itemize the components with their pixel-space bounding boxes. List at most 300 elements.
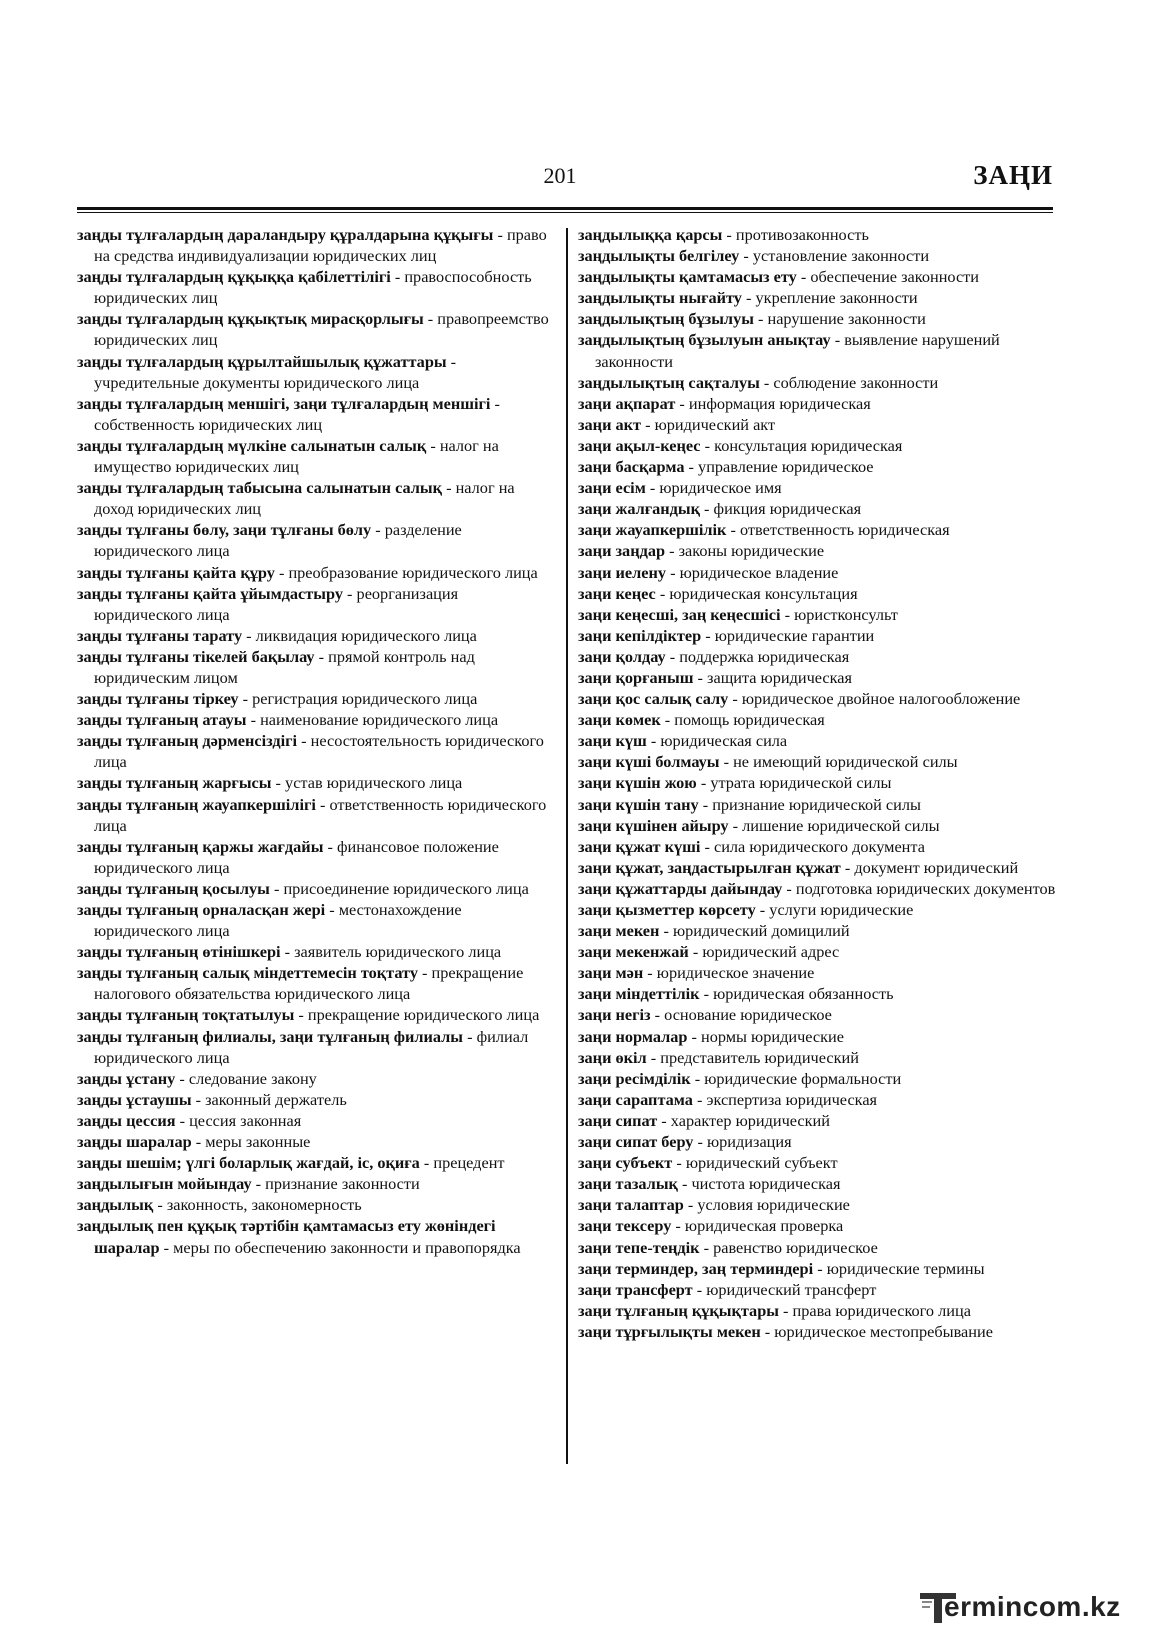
- entry-separator: -: [696, 773, 711, 793]
- dictionary-entry: [77, 1194, 555, 1215]
- entry-separator: -: [690, 1068, 705, 1088]
- entry-translation: налог на имущество юридических лиц: [94, 435, 499, 477]
- entry-term: заңи қос салық салу: [578, 689, 729, 709]
- dictionary-entry: [77, 1173, 555, 1194]
- entry-translation: следование закону: [188, 1068, 317, 1088]
- entry-term: заңды тұлғаны қайта ұйымдастыру: [77, 583, 343, 603]
- dictionary-entry: [77, 477, 555, 519]
- entry-translation: прямой контроль над юридическим лицом: [94, 646, 475, 687]
- entry-separator: -: [778, 1300, 793, 1320]
- dictionary-entry: [578, 1173, 1056, 1194]
- dictionary-entry: [578, 1047, 1056, 1068]
- entry-separator: -: [315, 794, 330, 814]
- entry-term: заңи нормалар: [578, 1026, 688, 1046]
- entry-term: заңды тұлғаның салық міндеттемесін тоқтату: [77, 963, 418, 983]
- entry-translation: юридическое местопребывание: [774, 1321, 993, 1341]
- entry-term: заңдылықты қамтамасыз ету: [578, 267, 797, 287]
- dictionary-entry: [578, 393, 1056, 414]
- entry-translation: нарушение законности: [767, 309, 926, 329]
- entry-separator: -: [677, 1174, 692, 1194]
- entry-term: заңи есім: [578, 478, 646, 498]
- entry-translation: подготовка юридических документов: [795, 878, 1056, 898]
- entry-translation: обеспечение законности: [810, 267, 980, 287]
- dictionary-entry: [77, 941, 555, 962]
- entry-term: заңи өкіл: [578, 1047, 647, 1067]
- entry-translation: наименование юридического лица: [260, 710, 499, 730]
- entry-separator: -: [297, 731, 311, 751]
- dictionary-entry: [77, 794, 555, 836]
- entry-separator: -: [423, 309, 438, 329]
- entry-term: заңи мән: [578, 963, 644, 983]
- dictionary-entry: [578, 772, 1056, 793]
- dictionary-entry: [578, 983, 1056, 1004]
- entry-translation: чистота юридическая: [691, 1174, 841, 1194]
- dictionary-entry: [578, 667, 1056, 688]
- entry-translation: основание юридическое: [664, 1005, 832, 1025]
- entry-translation: услуги юридические: [769, 900, 914, 919]
- entry-translation: поддержка юридическая: [679, 646, 850, 666]
- dictionary-entry: [578, 1279, 1056, 1300]
- dictionary-entry: [77, 519, 555, 561]
- entry-term: заңдылыққа қарсы: [578, 225, 723, 244]
- entry-term: заңи акт: [578, 414, 642, 434]
- entry-separator: -: [371, 520, 385, 540]
- entry-term: заңи жауапкершілік: [578, 520, 727, 540]
- entry-separator: -: [643, 963, 657, 983]
- entry-translation: меры по обеспечению законности и правопорядка: [173, 1237, 521, 1257]
- entry-translation: юридический домицилий: [672, 921, 850, 941]
- entry-separator: -: [490, 393, 500, 413]
- entry-separator: -: [666, 562, 680, 582]
- entry-separator: -: [665, 646, 680, 666]
- entry-translation: противозаконность: [735, 225, 869, 244]
- entry-translation: юридическое имя: [659, 478, 782, 498]
- entry-separator: -: [325, 900, 339, 919]
- entry-separator: -: [665, 541, 679, 561]
- entry-separator: -: [242, 625, 256, 645]
- entry-translation: заявитель юридического лица: [294, 942, 502, 962]
- dictionary-entry: [578, 456, 1056, 477]
- entry-translation: учредительные документы юридического лица: [94, 372, 420, 392]
- entry-term: заңи негіз: [578, 1005, 651, 1025]
- entry-term: заңи сипат беру: [578, 1132, 694, 1152]
- entry-separator: -: [760, 1321, 775, 1341]
- entry-separator: -: [699, 499, 714, 519]
- entry-separator: -: [683, 1195, 698, 1215]
- dictionary-entry: [578, 646, 1056, 667]
- entry-separator: -: [692, 1279, 707, 1299]
- entry-term: заңи сипат: [578, 1110, 658, 1130]
- dictionary-entry: [77, 1026, 555, 1068]
- entry-separator: -: [175, 1068, 189, 1088]
- entry-term: заңдылық пен құқық тәртібін қамтамасыз ету жөніндегі шаралар: [77, 1216, 496, 1257]
- entry-separator: -: [280, 942, 295, 962]
- entry-translation: нормы юридические: [701, 1026, 844, 1046]
- entry-separator: -: [269, 878, 284, 898]
- header-rule-thin: [77, 212, 1053, 213]
- entry-translation: соблюдение законности: [773, 372, 939, 392]
- entry-term: заңи субъект: [578, 1153, 673, 1173]
- entry-separator: -: [739, 246, 753, 266]
- entry-separator: -: [246, 710, 261, 730]
- dictionary-entry: [77, 688, 555, 709]
- dictionary-entry: [578, 414, 1056, 435]
- running-head: ЗАҢИ: [973, 160, 1053, 190]
- dictionary-entry: [77, 730, 555, 772]
- entry-translation: выявление нарушений законности: [595, 330, 1000, 371]
- entry-separator: -: [693, 1132, 707, 1152]
- entry-term: заңды тұлғаның орналасқан жері: [77, 900, 326, 919]
- entry-term: заңды тұлғалардың табысына салынатын салық: [77, 478, 443, 498]
- entry-translation: права юридического лица: [792, 1300, 971, 1320]
- entry-term: заңды тұлғаның филиалы, заңи тұлғаның филиалы: [77, 1026, 464, 1046]
- entry-term: заңи тексеру: [578, 1216, 672, 1236]
- entry-separator: -: [645, 478, 660, 498]
- entry-translation: юридический акт: [654, 414, 776, 434]
- dictionary-entry: [77, 435, 555, 477]
- entry-translation: юридические гарантии: [714, 625, 875, 645]
- entry-separator: -: [840, 857, 855, 877]
- entry-separator: -: [796, 267, 811, 287]
- dictionary-entry: [578, 245, 1056, 266]
- dictionary-entry: [578, 308, 1056, 329]
- entry-term: заңи ақыл-кеңес: [578, 435, 701, 455]
- right-column: [578, 224, 1056, 1342]
- entry-translation: прецедент: [433, 1153, 505, 1173]
- entry-separator: -: [342, 583, 357, 603]
- entry-translation: юридическое владение: [679, 562, 839, 582]
- dictionary-entry: [578, 857, 1056, 878]
- entry-separator: -: [741, 288, 756, 308]
- dictionary-entry: [578, 1321, 1056, 1342]
- entry-translation: правоспособность юридических лиц: [94, 267, 532, 308]
- entry-translation: меры законные: [205, 1132, 311, 1152]
- entry-term: заңи қолдау: [578, 646, 666, 666]
- entry-translation: законность, закономерность: [166, 1195, 362, 1215]
- entry-separator: -: [153, 1195, 167, 1215]
- entry-term: заңи тазалық: [578, 1174, 678, 1194]
- entry-translation: юридическое двойное налогообложение: [741, 689, 1021, 709]
- entry-translation: финансовое положение юридического лица: [94, 836, 499, 877]
- entry-term: заңды ұстаушы: [77, 1089, 192, 1109]
- entry-translation: устав юридического лица: [285, 773, 463, 793]
- entry-translation: признание законности: [265, 1174, 420, 1194]
- dictionary-entry: [77, 224, 555, 266]
- left-column: [77, 224, 555, 1258]
- dictionary-entry: [578, 583, 1056, 604]
- entry-translation: не имеющий юридической силы: [733, 752, 958, 772]
- entry-separator: -: [657, 1110, 671, 1130]
- dictionary-entry: [578, 920, 1056, 941]
- entry-separator: -: [671, 1216, 685, 1236]
- entry-term: заңды тұлғалардың құқыққа қабілеттілігі: [77, 267, 391, 287]
- entry-term: заңи мекен: [578, 921, 660, 941]
- entry-separator: -: [191, 1132, 206, 1152]
- entry-term: заңды тұлғалардың құрылтайшылық құжаттары: [77, 351, 447, 371]
- entry-translation: юридическая проверка: [684, 1216, 844, 1236]
- dictionary-entry: [578, 1089, 1056, 1110]
- entry-translation: помощь юридическая: [674, 710, 825, 730]
- entry-separator: -: [274, 562, 289, 582]
- entry-translation: сила юридического документа: [713, 836, 925, 856]
- entry-translation: характер юридический: [670, 1110, 830, 1130]
- entry-translation: налог на доход юридических лиц: [94, 478, 515, 519]
- entry-translation: юридические термины: [826, 1258, 985, 1278]
- dictionary-entry: [77, 962, 555, 1004]
- entry-translation: установление законности: [752, 246, 930, 266]
- entry-separator: -: [753, 309, 768, 329]
- dictionary-entry: [77, 1152, 555, 1173]
- entry-translation: реорганизация юридического лица: [94, 583, 459, 624]
- entry-translation: юридическая сила: [660, 731, 788, 751]
- page-number: 201: [543, 163, 577, 188]
- dictionary-entry: [77, 1004, 555, 1025]
- entry-term: заңи көмек: [578, 710, 661, 730]
- entry-term: заңды тұлғалардың мүлкіне салынатын салық: [77, 435, 427, 455]
- dictionary-entry: [578, 794, 1056, 815]
- entry-term: заңдылықты нығайту: [578, 288, 742, 308]
- dictionary-entry: [578, 1237, 1056, 1258]
- entry-term: заңи кеңес: [578, 583, 656, 603]
- entry-translation: законный держатель: [205, 1089, 347, 1109]
- entry-term: заңды шаралар: [77, 1132, 192, 1152]
- dictionary-entry: [578, 730, 1056, 751]
- dictionary-entry: [578, 1131, 1056, 1152]
- watermark-text: ermincom.kz: [944, 1591, 1121, 1622]
- dictionary-entry: [578, 287, 1056, 308]
- entry-separator: -: [446, 351, 457, 371]
- entry-separator: -: [314, 646, 329, 666]
- entry-separator: -: [159, 1237, 174, 1257]
- entry-separator: -: [463, 1026, 477, 1046]
- entry-term: заңдылықтың бұзылуы: [578, 309, 754, 329]
- dictionary-entry: [578, 1068, 1056, 1089]
- dictionary-entry: [578, 899, 1056, 920]
- entry-term: заңи міндеттілік: [578, 984, 700, 1004]
- dictionary-entry: [77, 1089, 555, 1110]
- entry-separator: -: [419, 1153, 434, 1173]
- entry-term: заңи қорғаныш: [578, 667, 694, 687]
- entry-translation: цессия законная: [189, 1110, 302, 1130]
- entry-separator: -: [294, 1005, 308, 1025]
- entry-translation: юридические формальности: [704, 1068, 902, 1088]
- dictionary-entry: [578, 709, 1056, 730]
- entry-translation: юридическое значение: [656, 963, 815, 983]
- entry-translation: представитель юридический: [660, 1047, 859, 1067]
- entry-term: заңды шешім; үлгі боларлық жағдай, іс, оқиға: [77, 1153, 420, 1173]
- entry-separator: -: [813, 1258, 827, 1278]
- entry-term: заңды тұлғаның тоқтатылуы: [77, 1005, 295, 1025]
- entry-translation: местонахождение юридического лица: [94, 900, 462, 941]
- dictionary-entry: [578, 1110, 1056, 1131]
- entry-separator: -: [684, 457, 699, 477]
- entry-translation: юридизация: [707, 1132, 792, 1152]
- entry-separator: -: [688, 942, 703, 962]
- entry-translation: несостоятельность юридического лица: [94, 731, 544, 772]
- entry-translation: собственность юридических лиц: [94, 414, 323, 434]
- column-divider: [566, 228, 568, 1464]
- entry-separator: -: [641, 414, 655, 434]
- entry-term: заңды тұлғалардың құқықтық мирасқорлығы: [77, 309, 424, 329]
- entry-term: заңи тепе-теңдік: [578, 1237, 700, 1257]
- entry-separator: -: [251, 1174, 266, 1194]
- entry-term: заңи кепілдіктер: [578, 625, 702, 645]
- entry-term: заңи ресімділік: [578, 1068, 691, 1088]
- dictionary-entry: [578, 751, 1056, 772]
- entry-translation: законы юридические: [678, 541, 825, 561]
- entry-term: заңи ақпарат: [578, 393, 676, 413]
- dictionary-entry: [578, 540, 1056, 561]
- dictionary-entry: [578, 519, 1056, 540]
- entry-separator: -: [493, 225, 507, 244]
- entry-separator: -: [692, 1089, 707, 1109]
- entry-translation: равенство юридическое: [713, 1237, 878, 1257]
- dictionary-entry: [77, 562, 555, 583]
- dictionary-entry: [578, 604, 1056, 625]
- entry-term: заңды тұлғаны тіркеу: [77, 689, 239, 709]
- dictionary-entry: [77, 266, 555, 308]
- entry-term: заңи күш: [578, 731, 647, 751]
- termincom-watermark: [918, 1589, 1136, 1625]
- dictionary-entry: [578, 962, 1056, 983]
- entry-translation: управление юридическое: [698, 457, 874, 477]
- entry-term: заңды тұлғаны қайта құру: [77, 562, 275, 582]
- entry-term: заңи заңдар: [578, 541, 666, 561]
- entry-term: заңды цессия: [77, 1110, 176, 1130]
- dictionary-entry: [77, 772, 555, 793]
- entry-term: заңи талаптар: [578, 1195, 684, 1215]
- entry-term: заңи сараптама: [578, 1089, 693, 1109]
- dictionary-entry: [578, 1194, 1056, 1215]
- entry-term: заңды тұлғаның жауапкершілігі: [77, 794, 316, 814]
- entry-separator: -: [417, 963, 432, 983]
- entry-term: заңи трансферт: [578, 1279, 693, 1299]
- entry-separator: -: [650, 1005, 665, 1025]
- entry-separator: -: [426, 435, 440, 455]
- entry-separator: -: [323, 836, 337, 856]
- dictionary-entry: [578, 1004, 1056, 1025]
- entry-term: заңи күшін жою: [578, 773, 697, 793]
- entry-separator: -: [238, 689, 253, 709]
- entry-term: заңды ұстану: [77, 1068, 176, 1088]
- dictionary-entry: [578, 562, 1056, 583]
- entry-separator: -: [728, 815, 743, 835]
- entry-separator: -: [687, 1026, 701, 1046]
- entry-translation: юридический адрес: [702, 942, 840, 962]
- entry-translation: лишение юридической силы: [742, 815, 940, 835]
- entry-separator: -: [659, 921, 673, 941]
- entry-term: заңдылықты белгілеу: [578, 246, 740, 266]
- entry-translation: ликвидация юридического лица: [255, 625, 477, 645]
- dictionary-entry: [77, 899, 555, 941]
- entry-term: заңи жалғандық: [578, 499, 700, 519]
- entry-translation: признание юридической силы: [712, 794, 921, 814]
- entry-separator: -: [722, 225, 736, 244]
- entry-translation: ответственность юридического лица: [94, 794, 547, 835]
- entry-separator: -: [700, 836, 714, 856]
- dictionary-entry: [578, 878, 1056, 899]
- entry-translation: преобразование юридического лица: [288, 562, 538, 582]
- dictionary-entry: [578, 941, 1056, 962]
- dictionary-entry: [77, 709, 555, 730]
- dictionary-entry: [578, 266, 1056, 287]
- entry-term: заңды тұлғаның жарғысы: [77, 773, 272, 793]
- entry-separator: -: [175, 1110, 190, 1130]
- dictionary-entry: [77, 393, 555, 435]
- dictionary-entry: [77, 836, 555, 878]
- entry-separator: -: [675, 393, 689, 413]
- dictionary-entry: [578, 836, 1056, 857]
- entry-separator: -: [782, 878, 796, 898]
- dictionary-entry: [77, 1215, 555, 1257]
- entry-translation: прекращение юридического лица: [307, 1005, 540, 1025]
- entry-translation: разделение юридического лица: [94, 520, 462, 561]
- entry-separator: -: [699, 984, 714, 1004]
- entry-separator: -: [728, 689, 742, 709]
- dictionary-entry: [77, 308, 555, 350]
- dictionary-entry: [578, 498, 1056, 519]
- entry-term: заңи терминдер, заң терминдері: [578, 1258, 814, 1278]
- entry-separator: -: [755, 900, 770, 919]
- dictionary-entry: [578, 1258, 1056, 1279]
- entry-separator: -: [191, 1089, 206, 1109]
- entry-separator: -: [660, 710, 675, 730]
- entry-term: заңды тұлғаның қаржы жағдайы: [77, 836, 324, 856]
- dictionary-entry: [77, 625, 555, 646]
- entry-translation: юристконсульт: [794, 604, 898, 624]
- entry-term: заңдылық: [77, 1195, 154, 1215]
- entry-translation: присоединение юридического лица: [283, 878, 529, 898]
- entry-term: заңи құжаттарды дайындау: [578, 878, 783, 898]
- entry-term: заңи күшінен айыру: [578, 815, 729, 835]
- entry-separator: -: [646, 1047, 661, 1067]
- entry-translation: юридическая консультация: [669, 583, 858, 603]
- entry-separator: -: [698, 794, 713, 814]
- entry-translation: фикция юридическая: [713, 499, 862, 519]
- entry-translation: документ юридический: [854, 857, 1019, 877]
- dictionary-entry: [578, 1215, 1056, 1236]
- dictionary-entry: [77, 878, 555, 899]
- entry-separator: -: [271, 773, 286, 793]
- entry-term: заңды тұлғаның қосылуы: [77, 878, 270, 898]
- entry-translation: консультация юридическая: [714, 435, 903, 455]
- entry-separator: -: [830, 330, 845, 350]
- entry-translation: юридический субъект: [685, 1153, 838, 1173]
- entry-translation: укрепление законности: [755, 288, 918, 308]
- dictionary-entry: [578, 815, 1056, 836]
- entry-translation: регистрация юридического лица: [252, 689, 478, 709]
- dictionary-entry: [578, 477, 1056, 498]
- entry-separator: -: [672, 1153, 686, 1173]
- entry-term: заңды тұлғаның өтінішкері: [77, 942, 281, 962]
- entry-translation: филиал юридического лица: [94, 1026, 529, 1067]
- entry-separator: -: [442, 478, 456, 498]
- dictionary-entry: [77, 1068, 555, 1089]
- entry-translation: защита юридическая: [707, 667, 852, 687]
- entry-separator: -: [700, 435, 715, 455]
- entry-term: заңды тұлғаны бөлу, заңи тұлғаны бөлу: [77, 520, 372, 540]
- entry-translation: экспертиза юридическая: [706, 1089, 878, 1109]
- entry-separator: -: [693, 667, 708, 687]
- dictionary-entry: [77, 646, 555, 688]
- entry-term: заңи қызметтер көрсету: [578, 900, 756, 919]
- dictionary-entry: [578, 688, 1056, 709]
- entry-term: заңи мекенжай: [578, 942, 689, 962]
- entry-term: заңдылығын мойындау: [77, 1174, 252, 1194]
- dictionary-entry: [77, 351, 555, 393]
- entry-translation: юридический трансферт: [706, 1279, 877, 1299]
- entry-term: заңды тұлғаның атауы: [77, 710, 247, 730]
